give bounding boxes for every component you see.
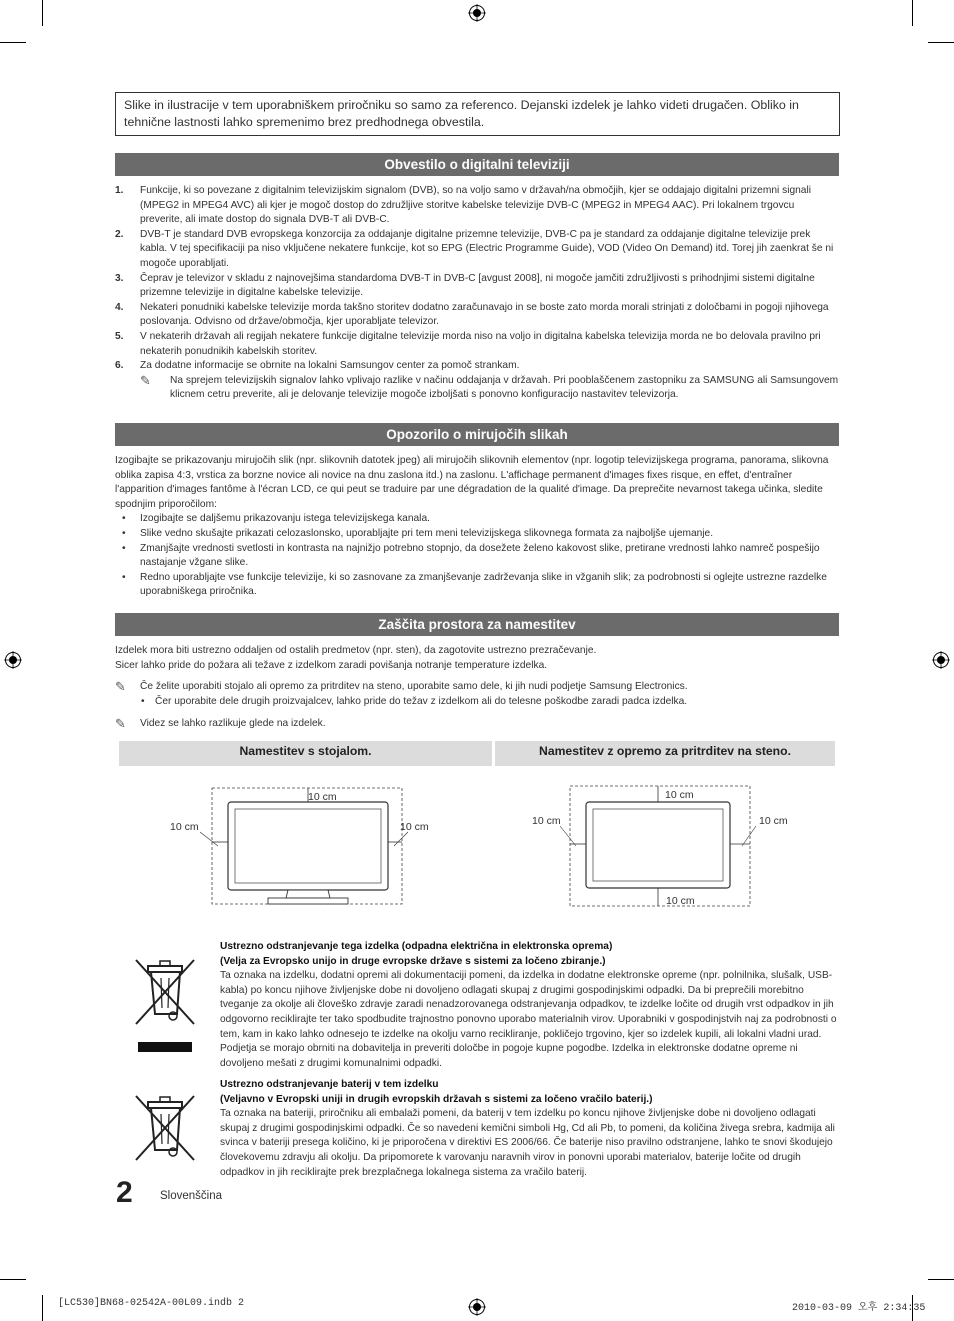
digital-tv-note [115,374,839,403]
battery-subtitle: (Veljavno v Evropski uniji in drugih evropskih državah s sistemi za ločeno vračilo baterij.) [220,1093,653,1105]
dimension-label-bottom: 10 cm [666,895,695,907]
list-item [115,542,839,571]
dimension-label-top: 10 cm [308,791,337,803]
list-item [115,571,839,600]
dimension-label-left: 10 cm [170,821,199,833]
registration-mark-icon [4,651,22,669]
list-text: Funkcije, ki so povezane z digitalnim televizijskim signalom (DVB), so na voljo samo v državah/na območjih, kjer se oddajajo digitalni prizemni signali (MPEG2 in MPEG4 AVC) ali kjer je mogoč dostop do združljive storitve kabelske televizije DVB-C (MPEG2 in MPEG4 AAC). Pri lokalnem trgovcu preverite, ali imate dostop do signala DVB-T ali DVB-C. [140,185,811,226]
column-header-stand: Namestitev s stojalom. [119,741,492,766]
section-title-digital-tv: Obvestilo o digitalni televiziji [115,153,839,176]
list-item [115,184,839,228]
crop-mark [0,42,26,43]
note-pencil-icon: ✎ [115,716,126,732]
list-number: 3. [115,272,124,284]
list-item [115,272,839,301]
bullet-icon: • [122,513,126,525]
weee-crossed-bin-icon [132,956,198,1054]
installation-line: Izdelek mora biti ustrezno oddaljen od ostalih predmetov (npr. sten), da zagotovite ustrezno prezračevanje. [115,645,597,656]
stand-installation-diagram [160,780,450,910]
list-item [115,359,839,374]
still-image-bullets [115,512,839,600]
list-text: Izogibajte se daljšemu prikazovanju istega televizijskega kanala. [140,513,430,525]
still-image-section [115,454,839,600]
list-text: V nekaterih državah ali regijah nekatere funkcije digitalne televizije morda niso na voljo in digitalna kabelska televizija morda ne bo delovala pravilno pri nekaterih ponudnikih kabelskih storitev. [140,330,821,357]
note-pencil-icon: ✎ [115,679,126,695]
list-item [115,512,839,527]
list-text: DVB-T je standard DVB evropskega konzorcija za oddajanje digitalne prizemne televizije, DVB-C pa je standard za oddajanje digitalne televizije prek kabla. V tej specifikaciji pa niso vključene nekatere funkcije, kot so EPG (Electric Programme Guide), VOD (Video On Demand) itd. Torej jih zaenkrat še ni mogoče uporabljati. [140,228,834,269]
registration-mark-icon [468,4,486,22]
battery-title: Ustrezno odstranjevanje baterij v tem izdelku [220,1079,439,1090]
list-text: Slike vedno skušajte prikazati celozaslonsko, uporabljajte pri tem meni televizijskega slikovnega formata za najboljše ujemanje. [140,527,714,539]
installation-note-bullet [115,695,839,710]
list-text: Redno uporabljajte vse funkcije televizije, ki so zasnovane za zmanjševanje zadrževanja slike in vžganih slik; za podrobnosti si oglejte ustrezne razdelke uporabniškega priročnika. [140,571,827,598]
list-text: Nekateri ponudniki kabelske televizije morda takšno storitev dodatno zaračunavajo in se boste zato morda morali strinjati z določbami in pogoji njihovega poslovanja. Odvisno od države/območja, kjer uporabljate televizor. [140,301,829,328]
list-text: Za dodatne informacije se obrnite na lokalni Samsungov center za pomoč strankam. [140,360,520,372]
list-item [115,330,839,359]
list-item [115,527,839,542]
crop-mark [42,1295,43,1321]
dimension-label-right: 10 cm [400,821,429,833]
installation-space-section [115,644,839,732]
wall-mount-installation-diagram [530,780,800,912]
list-number: 6. [115,360,124,372]
list-number: 1. [115,185,124,196]
list-number: 5. [115,330,124,342]
print-footer-timestamp: 2010-03-09 오후 2:34:35 [792,1303,926,1314]
note-text: Čer uporabite dele drugih proizvajalcev, lahko pride do težav z izdelkom ali do telesne poškodbe zaradi padca izdelka. [155,695,688,707]
digital-tv-section [115,184,839,403]
note-text: Na sprejem televizijskih signalov lahko vplivajo razlike v načinu oddajanja v državah. Pri pooblaščenem zastopniku za SAMSUNG ali Samsungovem klicnem cetru preverite, ali je delovanje televizije mogoče izboljšati s ponovno konfiguracijo nastavitev televizorja. [170,374,839,401]
list-item [115,228,839,272]
registration-mark-icon [468,1298,486,1316]
list-item [115,301,839,330]
installation-line: Sicer lahko pride do požara ali težave z izdelkom zaradi povišanja notranje temperature izdelka. [115,659,548,671]
weee-section [220,940,840,1071]
battery-crossed-bin-icon [132,1092,198,1164]
print-footer-file: [LC530]BN68-02542A-00L09.indb 2 [58,1298,245,1309]
battery-section [220,1078,840,1180]
page-language: Slovenščina [160,1190,223,1202]
bullet-icon: • [122,542,126,554]
weee-subtitle: (Velja za Evropsko unijo in druge evropske države s sistemi za ločeno zbiranje.) [220,955,606,967]
weee-title: Ustrezno odstranjevanje tega izdelka (odpadna električna in elektronska oprema) [220,941,613,952]
dimension-label-left: 10 cm [532,815,561,827]
column-header-wall-mount: Namestitev z opremo za pritrditev na steno. [495,741,835,766]
dimension-label-right: 10 cm [759,815,788,827]
crop-mark [0,1279,26,1280]
bullet-icon: • [141,695,145,707]
list-text: Zmanjšajte vrednosti svetlosti in kontrasta na najnižjo potrebno stopnjo, da dosežete želeno kakovost slike, pretirane vrednosti lahko namreč pospešijo nastajanje vžgane slike. [140,542,820,569]
bullet-icon: • [122,527,126,539]
registration-mark-icon [932,651,950,669]
bullet-icon: • [122,571,126,583]
crop-mark [928,42,954,43]
section-title-still-image: Opozorilo o mirujočih slikah [115,423,839,446]
list-text: Čeprav je televizor v skladu z najnovejšima standardoma DVB-T in DVB-C [avgust 2008], ni mogoče jamčiti združljivosti s prihodnjimi sistemi digitalne prizemne televizije in digitalne kabelske televizije. [140,272,815,299]
crop-mark [42,0,43,26]
list-number: 4. [115,301,124,313]
dimension-label-top: 10 cm [665,789,694,801]
note-text: Videz se lahko razlikuje glede na izdelek. [140,718,326,730]
digital-tv-list [115,184,839,374]
crop-mark [928,1279,954,1280]
note-text: Če želite uporabiti stojalo ali opremo za pritrditev na steno, uporabite samo dele, ki jih nudi podjetje Samsung Electronics. [140,681,688,693]
list-number: 2. [115,228,124,240]
installation-note-parts [115,680,839,695]
note-pencil-icon: ✎ [140,372,151,388]
weee-body: Ta oznaka na izdelku, dodatni opremi ali dokumentaciji pomeni, da izdelka in dodatne elektronske opreme (npr. polnilnika, slušalk, USB-kabla) po koncu njihove življenjske dobe ni dovoljeno odlagati skupaj z drugimi gospodinjskimi odpadki. Da bi preprečili morebitno tveganje za okolje ali človeško zdravje zaradi nenadzorovanega odstranjevanja odpadkov, te izdelke ločite od drugih vrst odpadkov in jih odgovorno reciklirajte ter tako spodbudite trajnostno ponovno uporabo materialnih virov. Uporabniki v gospodinjstvih naj za podrobnosti o tem, kam in kako lahko odnesejo te izdelke na okolju varno recikliranje, pokličejo trgovino, kjer so izdelek kupili, ali lokalni vladni urad. Podjetja se morajo obrniti na dobavitelja in preveriti določbe in pogoje kupne pogodbe. Izdelka in elektronske dodatne opreme ni dovoljeno mešati z drugimi komunalnimi odpadki. [220,970,837,1069]
reference-notice-box: Slike in ilustracije v tem uporabniškem priročniku so samo za referenco. Dejanski izdelek je lahko videti drugačen. Obliko in tehnične lastnosti lahko spremenimo brez predhodnega obvestila. [115,92,840,136]
section-title-installation-space: Zaščita prostora za namestitev [115,613,839,636]
page-number: 2 [116,1176,133,1209]
installation-note-appearance [115,717,839,732]
still-image-intro: Izogibajte se prikazovanju mirujočih slik (npr. slikovnih datotek jpeg) ali mirujočih slikovnih elementov (npr. logotip televizijskega programa, panorama, slikovna oblika zapisa 4:3, vrstica za borzne novice ali novice na dnu zaslona itd.) na zaslonu. L'affichage permanent d'images fixes risque, en effet, d'entraîner l'apparition d'images fantôme à l'écran LCD, ce qui peut se traduire par une dégradation de la qualité d'image. Da preprečite nevarnost takega učinka, sledite spodnjim priporočilom: [115,455,829,510]
crop-mark [912,0,913,26]
battery-body: Ta oznaka na bateriji, priročniku ali embalaži pomeni, da baterij v tem izdelku po koncu njihove življenjske dobe ni dovoljeno odlagati skupaj z drugimi gospodinjskimi odpadki. Če so navedeni kemični simboli Hg, Cd ali Pb, to pomeni, da količina živega srebra, kadmija ali svinca v bateriji presega količino, ki je priporočena v direktivi ES 2006/66. Če baterije niso pravilno odstranjene, lahko te snovi škodujejo človekovemu zdravju ali okolju. Da pripomorete k varovanju naravnih virov in ponovni uporabi materialov, baterije ločite od drugih odpadkov in jih reciklirajte prek brezplačnega lokalnega sistema za vračilo baterij. [220,1108,835,1178]
